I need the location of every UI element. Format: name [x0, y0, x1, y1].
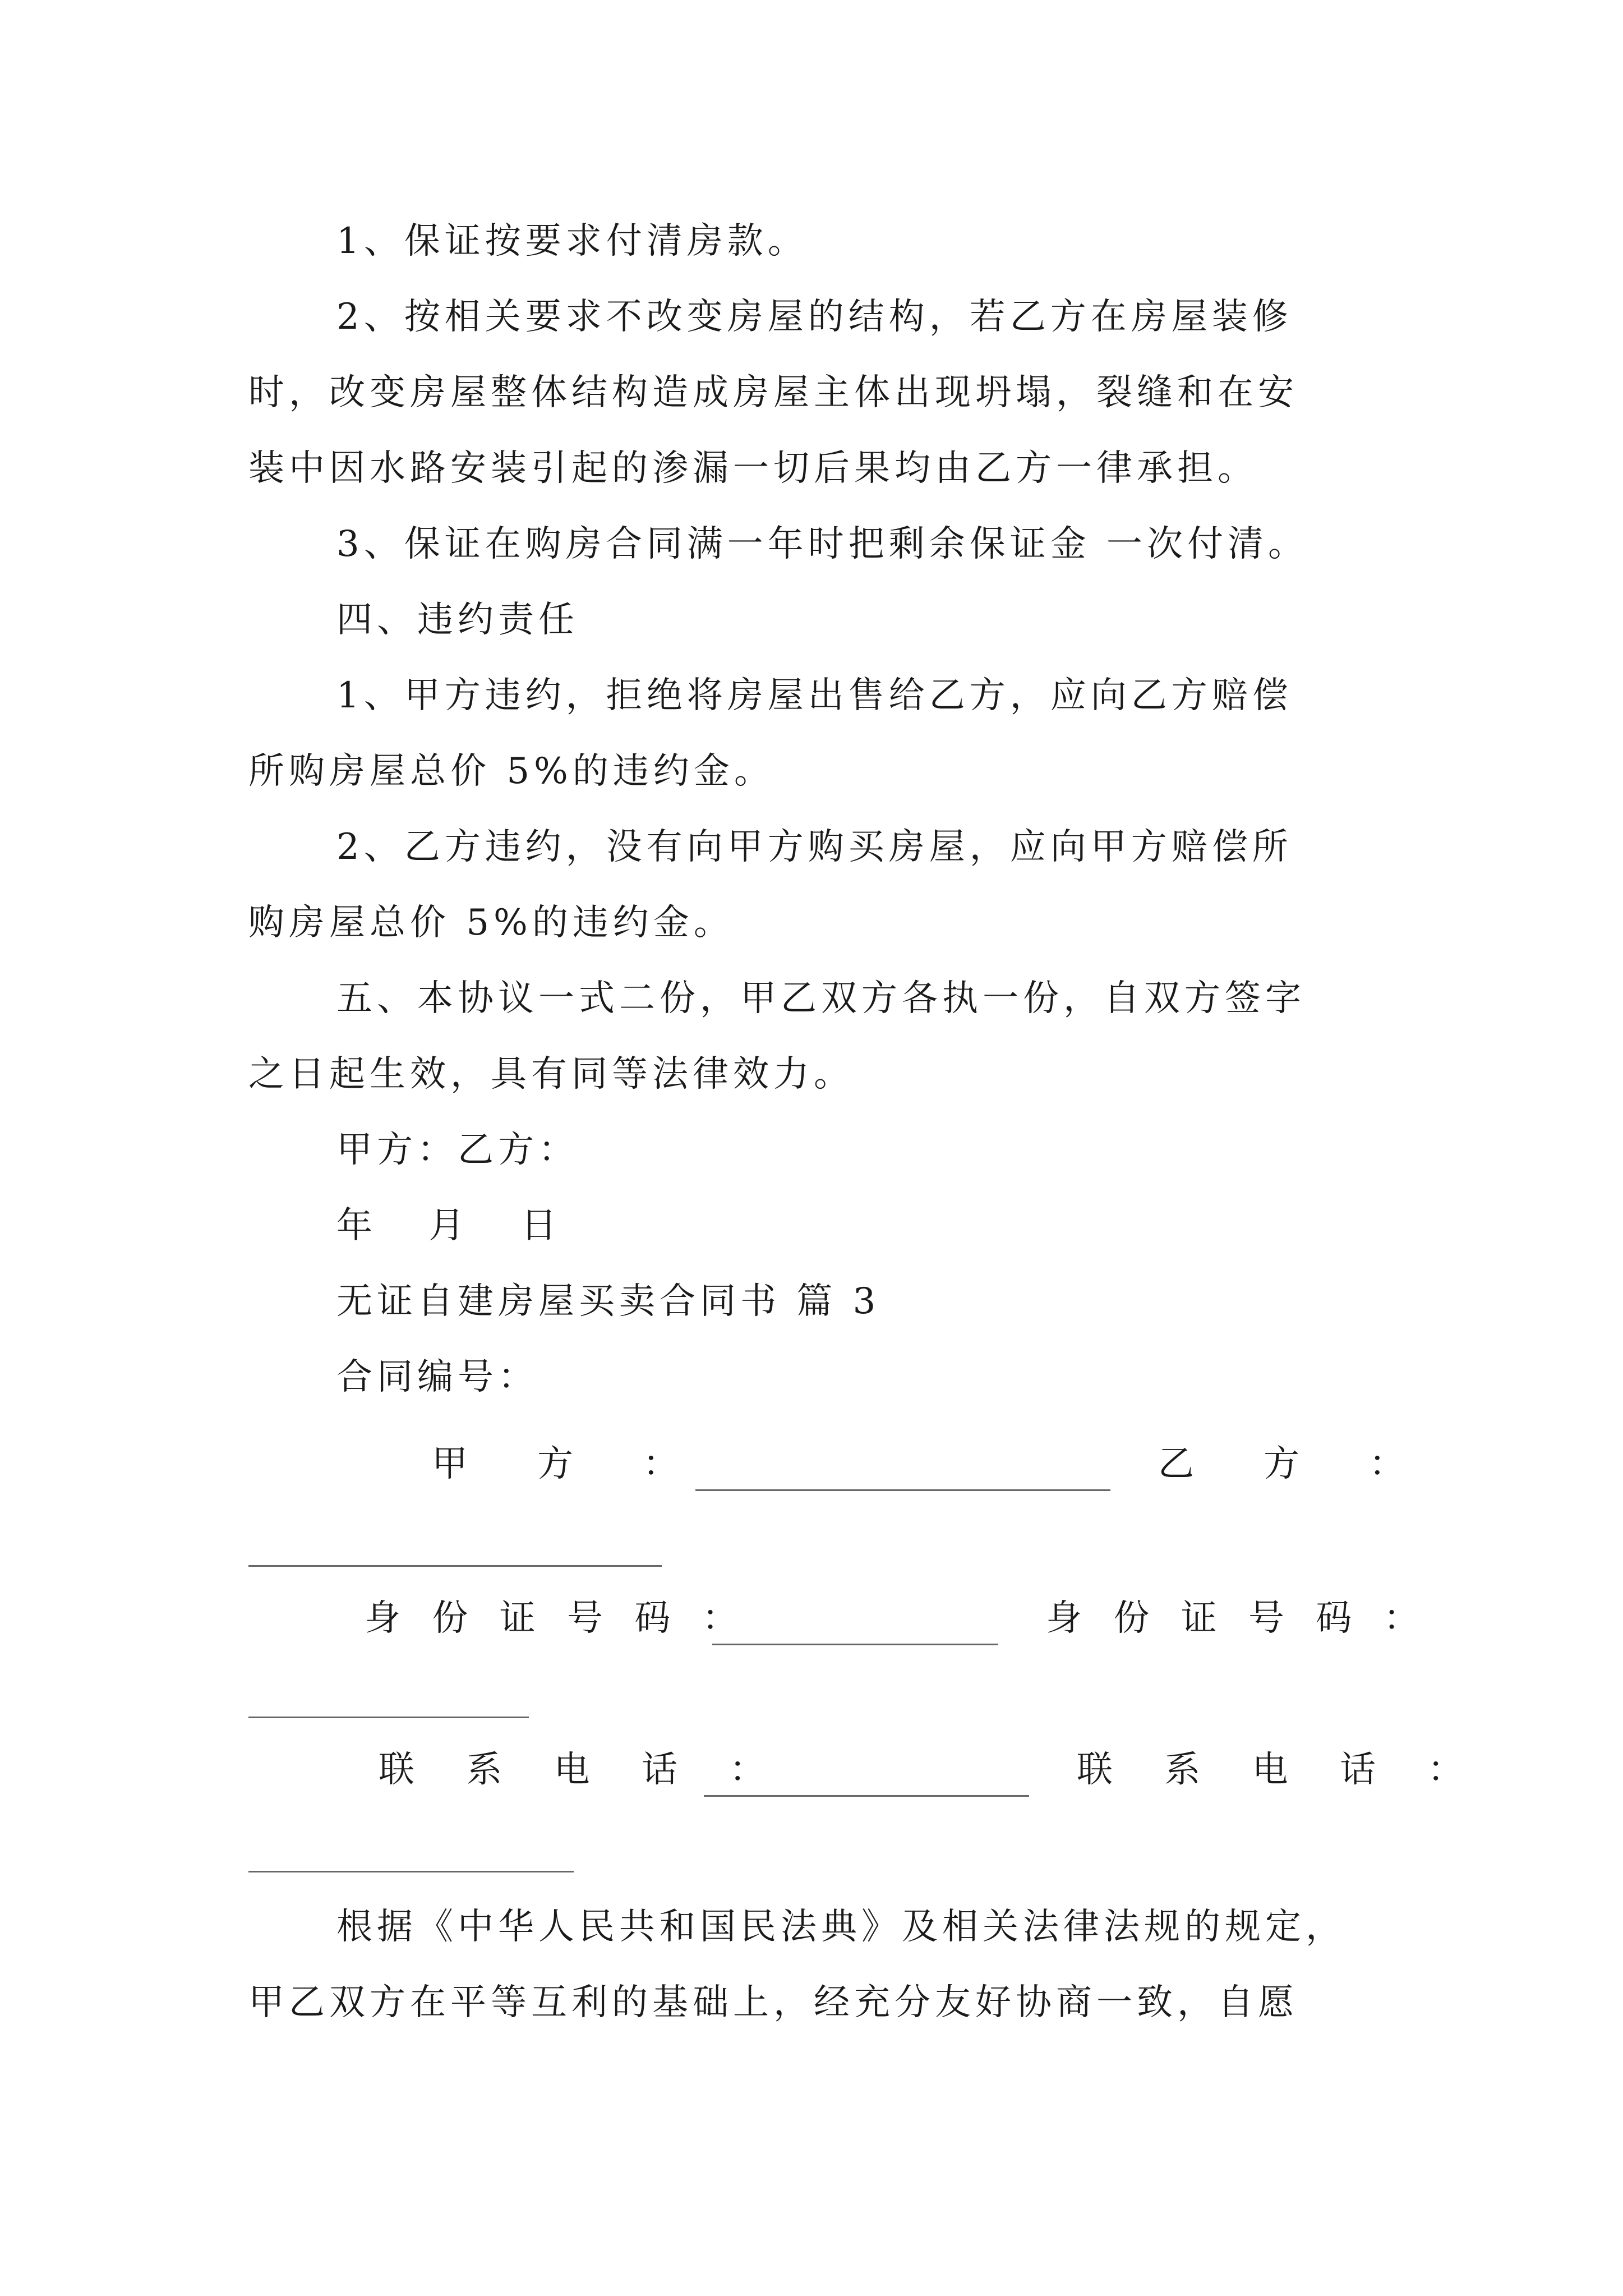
clause-line: 装中因水路安装引起的渗漏一切后果均由乙方一律承担。	[248, 448, 1258, 489]
phone-a-label: 联 系 电 话 ：	[379, 1749, 786, 1791]
contract-number-label: 合同编号：	[336, 1356, 538, 1398]
clause-line: 所购房屋总价 5%的违约金。	[248, 751, 774, 792]
id-a-blank	[712, 1644, 998, 1645]
party-b-blank	[248, 1565, 662, 1567]
clause-line: 五、本协议一式二份，甲乙双方各执一份，自双方签字	[336, 978, 1306, 1019]
preamble-line: 甲乙双方在平等互利的基础上，经充分友好协商一致，自愿	[248, 1982, 1298, 2023]
clause-line: 时，改变房屋整体结构造成房屋主体出现坍塌，裂缝和在安	[248, 372, 1298, 413]
preamble-line: 根据《中华人民共和国民法典》及相关法律法规的规定，	[336, 1906, 1346, 1948]
clause-line: 2、乙方违约，没有向甲方购买房屋，应向甲方赔偿所	[336, 826, 1293, 868]
party-a-label: 甲 方 ：	[432, 1443, 695, 1485]
id-b-blank	[248, 1717, 529, 1718]
clause-line: 购房屋总价 5%的违约金。	[248, 902, 734, 944]
signature-date: 年 月 日	[336, 1205, 579, 1246]
id-b-label: 身 份 证 号 码 ：	[1046, 1598, 1430, 1639]
clause-line: 1、甲方违约，拒绝将房屋出售给乙方，应向乙方赔偿	[336, 675, 1293, 716]
section-heading: 四、违约责任	[336, 599, 579, 641]
phone-b-blank	[248, 1871, 574, 1872]
id-a-label: 身 份 证 号 码 ：	[365, 1598, 748, 1639]
clause-line: 之日起生效，具有同等法律效力。	[248, 1053, 854, 1095]
phone-a-blank	[704, 1795, 1029, 1797]
party-b-label: 乙 方 ：	[1158, 1443, 1422, 1485]
clause-line: 1、保证按要求付清房款。	[336, 220, 808, 262]
clause-line: 2、按相关要求不改变房屋的结构，若乙方在房屋装修	[336, 296, 1293, 338]
clause-line: 3、保证在购房合同满一年时把剩余保证金 一次付清。	[336, 523, 1309, 565]
party-a-blank	[695, 1489, 1110, 1491]
contract-title: 无证自建房屋买卖合同书 篇 3	[336, 1281, 880, 1322]
signature-parties: 甲方：乙方：	[336, 1129, 579, 1171]
phone-b-label: 联 系 电 话 ：	[1077, 1749, 1484, 1791]
